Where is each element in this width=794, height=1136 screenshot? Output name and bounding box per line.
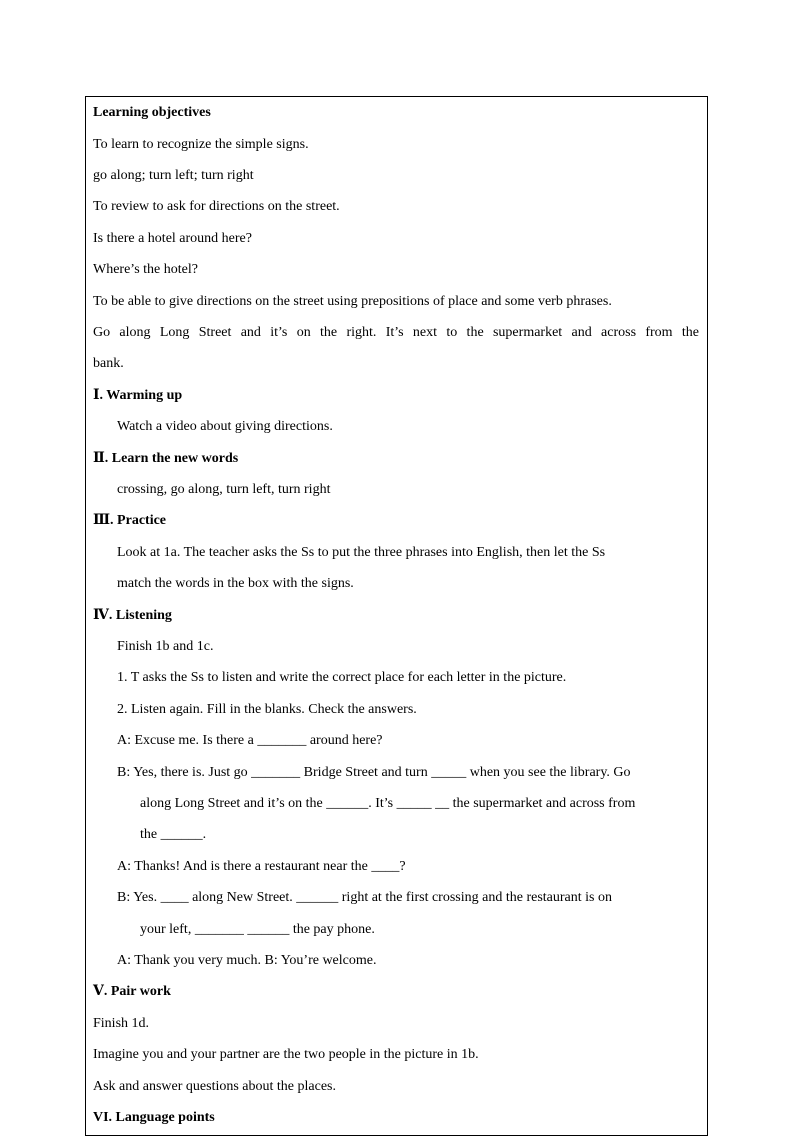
objective-line: To learn to recognize the simple signs.: [93, 137, 309, 152]
dialogue-line: B: Yes. ____ along New Street. ______ right at the first crossing and the restaurant is on: [117, 890, 612, 905]
objective-line: To be able to give directions on the street using prepositions of place and some verb phrases.: [93, 294, 612, 309]
objective-line: bank.: [93, 356, 124, 371]
section-line: Finish 1b and 1c.: [117, 639, 214, 654]
section-line: crossing, go along, turn left, turn right: [117, 482, 331, 497]
section-heading-warming-up: Ⅰ. Warming up: [93, 388, 183, 403]
section-line: Look at 1a. The teacher asks the Ss to put the three phrases into English, then let the Ss: [117, 545, 606, 560]
objective-line: go along; turn left; turn right: [93, 168, 254, 183]
objective-line: To review to ask for directions on the street.: [93, 199, 340, 214]
section-heading-pair-work: Ⅴ. Pair work: [93, 984, 171, 999]
section-line: 2. Listen again. Fill in the blanks. Check the answers.: [117, 702, 417, 717]
dialogue-line: A: Thank you very much. B: You’re welcome.: [117, 953, 377, 968]
section-line: Ask and answer questions about the places.: [93, 1079, 336, 1094]
objective-line: Go along Long Street and it’s on the right. It’s next to the supermarket and across from the: [93, 325, 699, 340]
dialogue-line: A: Thanks! And is there a restaurant near the ____?: [117, 859, 406, 874]
section-line: Finish 1d.: [93, 1016, 150, 1031]
dialogue-line: the ______.: [140, 827, 207, 842]
dialogue-line: along Long Street and it’s on the ______. It’s _____ __ the supermarket and across from: [140, 796, 636, 811]
section-line: match the words in the box with the signs.: [117, 576, 354, 591]
dialogue-line: your left, _______ ______ the pay phone.: [140, 922, 375, 937]
objectives-heading: Learning objectives: [93, 105, 211, 120]
section-heading-practice: Ⅲ. Practice: [93, 513, 167, 528]
objective-line: Is there a hotel around here?: [93, 231, 252, 246]
section-line: 1. T asks the Ss to listen and write the correct place for each letter in the picture.: [117, 670, 567, 685]
objective-line: Where’s the hotel?: [93, 262, 198, 277]
section-line: Imagine you and your partner are the two people in the picture in 1b.: [93, 1047, 479, 1062]
lesson-plan-table: [85, 96, 708, 1136]
section-heading-listening: Ⅳ. Listening: [93, 608, 172, 623]
section-heading-new-words: Ⅱ. Learn the new words: [93, 451, 239, 466]
section-heading-language-points: VI. Language points: [93, 1110, 215, 1125]
dialogue-line: A: Excuse me. Is there a _______ around here?: [117, 733, 383, 748]
dialogue-line: B: Yes, there is. Just go _______ Bridge Street and turn _____ when you see the library. Go: [117, 765, 631, 780]
section-line: Watch a video about giving directions.: [117, 419, 333, 434]
